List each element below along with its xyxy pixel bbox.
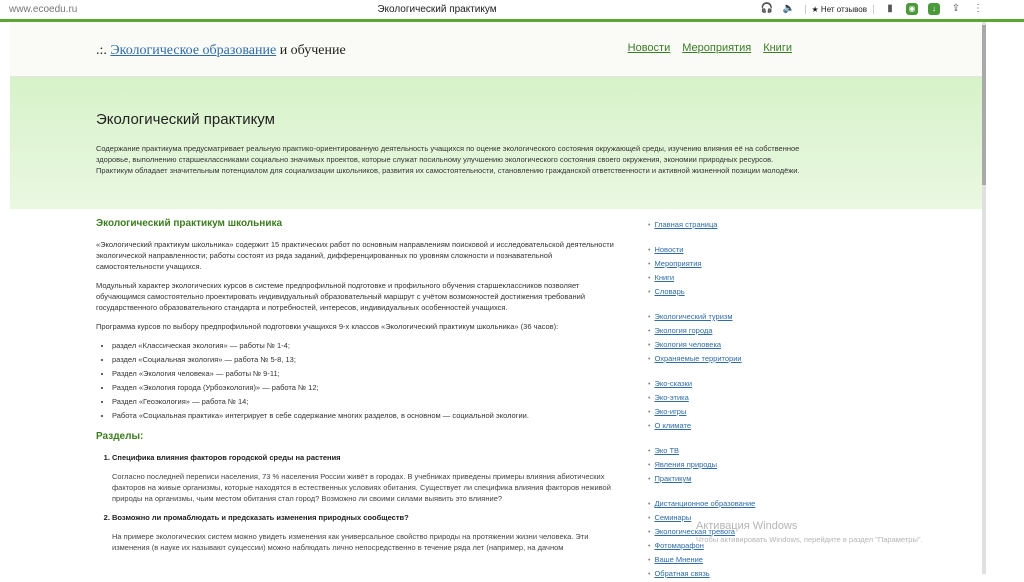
sidebar-item	[648, 258, 798, 269]
sidebar-link-photo[interactable]: Фотомарафон	[654, 541, 704, 550]
article-paragraph: Модульный характер экологических курсов в системе предпрофильной подготовке и профильного обучения старшеклассников позволяет обучающимся самостоятельно проектировать индивидуальный образовательный маршрут с учётом возможностей достижения требований государственного образовательного стандарта и потребностей, интересов, индивидуальных особенностей учащихся.	[96, 281, 586, 312]
watermark-text: Чтобы активировать Windows, перейдите в раздел "Параметры".	[696, 535, 923, 544]
list-item: • Раздел «Геоэкология» — работа № 14;	[112, 396, 622, 407]
sidebar-link-tourism[interactable]: Экологический туризм	[654, 312, 733, 321]
nav-news[interactable]: Новости	[627, 42, 671, 54]
section-item	[112, 452, 622, 504]
sidebar-item	[648, 286, 798, 297]
section-text: Согласно последней переписи населения, 73 % населения России живёт в городах. В учебниках приведены примеры влияния абиотических факторов на живые организмы, которые находятся в естественных условиях обитания. Существует ли специфика влияния факторов неживой природы на организмы, чьим местом обитания стал город? Возможно ли своими силами выявить это влияние?	[112, 472, 611, 503]
sidebar-link-news[interactable]: Новости	[654, 245, 684, 254]
nav-events[interactable]: Мероприятия	[682, 42, 752, 54]
sidebar-link-dictionary[interactable]: Словарь	[654, 287, 685, 296]
sections-heading: Разделы:	[96, 431, 144, 442]
hero-banner	[10, 77, 982, 209]
sidebar-link-tales[interactable]: Эко-сказки	[654, 379, 693, 388]
sidebar-link-alarm[interactable]: Экологическая тревога	[654, 527, 735, 536]
sidebar-link-games[interactable]: Эко-игры	[654, 407, 687, 416]
toolbar-icons	[761, 2, 984, 16]
hero-description: Содержание практикума предусматривает реальную практико-ориентированную деятельность учащихся по оценке экологического состояния окружающей среды, изучению влияния её на собственное здоровье, выполнению старшеклассниками социально значимых проектов, которые служат посильному улучшению экологического состояния своего окружения, экономии природных ресурсов. Практикум обладает значительным потенциалом для социализации школьников, развития их самостоятельности, становлению гражданской ответственности и активной жизненной позиции молодёжи.	[96, 144, 800, 175]
rating-badge[interactable]: ★ Нет отзывов	[805, 5, 874, 14]
sidebar-item	[648, 459, 798, 470]
sidebar-link-events[interactable]: Мероприятия	[654, 259, 702, 268]
sidebar-item	[648, 406, 798, 417]
sidebar-link-phenomena[interactable]: Явления природы	[654, 460, 718, 469]
sidebar-link-opinion[interactable]: Ваше Мнение	[654, 555, 703, 564]
list-item: • раздел «Классическая экология» — работы № 1-4;	[112, 340, 622, 351]
bookmark-icon[interactable]: ▮	[887, 3, 893, 14]
sidebar-link-practicum[interactable]: Практикум	[654, 474, 692, 483]
sidebar-item	[648, 392, 798, 403]
sidebar-link-feedback[interactable]: Обратная связь	[654, 569, 710, 578]
sidebar-item	[648, 554, 798, 565]
section-text: На примере экологических систем можно увидеть изменения как универсальное свойство природы на протяжении жизни человека. Эти изменения (в науке их называют сукцессии) можно наблюдать лично непосредственно в течение ряда лет (например, на дачном	[112, 532, 589, 552]
sidebar-item	[648, 244, 798, 255]
sidebar-link-human[interactable]: Экология человека	[654, 340, 722, 349]
sidebar-link-city[interactable]: Экология города	[654, 326, 713, 335]
share-icon[interactable]: ⇪	[951, 3, 961, 14]
site-title-link[interactable]: Экологическое образование	[110, 43, 277, 58]
title-prefix: .:.	[96, 43, 107, 58]
list-item: • Раздел «Экология города (Урбоэкология)» — работа № 12;	[112, 382, 622, 393]
main-content	[96, 218, 622, 561]
address-bar[interactable]: www.ecoedu.ru	[9, 4, 78, 15]
list-item: • раздел «Социальная экология» — работа № 5-8, 13;	[112, 354, 622, 365]
sidebar-link-home[interactable]: Главная страница	[654, 220, 718, 229]
sidebar-link-distance[interactable]: Дистанционное образование	[654, 499, 756, 508]
sidebar-item	[648, 339, 798, 350]
sidebar-link-climate[interactable]: О климате	[654, 421, 691, 430]
sections-list	[96, 452, 622, 553]
extension-icon[interactable]: ◉	[906, 3, 918, 15]
sidebar-item	[648, 420, 798, 431]
sidebar-link-ethics[interactable]: Эко-этика	[654, 393, 689, 402]
sidebar-link-protected[interactable]: Охраняемые территории	[654, 354, 742, 363]
nav-books[interactable]: Книги	[763, 42, 792, 54]
list-item: • Работа «Социальная практика» интегрирует в себе содержание многих разделов, в основном — социальной экологии.	[112, 410, 622, 421]
sidebar-link-seminars[interactable]: Семинары	[654, 513, 692, 522]
top-nav	[628, 42, 792, 54]
list-item: • Раздел «Экология человека» — работы № 9-11;	[112, 368, 622, 379]
page-heading: Экологический практикум	[96, 111, 275, 128]
menu-icon[interactable]: ⋮	[973, 3, 983, 14]
sidebar-item	[648, 219, 798, 230]
sidebar-item	[648, 311, 798, 322]
sidebar-item	[648, 353, 798, 364]
scrollbar-thumb[interactable]	[982, 25, 986, 185]
volume-icon[interactable]: 🔈	[782, 3, 795, 14]
sidebar-link-books[interactable]: Книги	[654, 273, 675, 282]
sidebar-item	[648, 325, 798, 336]
site-header	[10, 22, 982, 77]
article-paragraph: Программа курсов по выбору предпрофильной подготовки учащихся 9-х классов «Экологический практикум школьника» (36 часов):	[96, 322, 559, 331]
page-title-bar: Экологический практикум	[377, 4, 497, 15]
browser-toolbar	[0, 0, 1024, 22]
article-paragraph: «Экологический практикум школьника» содержит 15 практических работ по основным направлениям поисковой и исследовательской деятельности экологической направленности; работы состоят из ряда заданий, дифференцированных по уровням сложности и познавательной самостоятельности учащихся.	[96, 240, 614, 271]
title-suffix: и обучение	[276, 43, 346, 58]
sidebar-item	[648, 378, 798, 389]
section-item	[112, 512, 622, 553]
headphones-icon[interactable]: 🎧	[760, 3, 773, 14]
section-title: Специфика влияния факторов городской среды на растения	[112, 453, 341, 462]
article-heading: Экологический практикум школьника	[96, 218, 283, 229]
download-icon[interactable]: ↓	[928, 3, 940, 15]
section-title: Возможно ли промаблюдать и предсказать изменения природных сообществ?	[112, 513, 409, 522]
sidebar-item	[648, 272, 798, 283]
sidebar-item	[648, 498, 798, 509]
sidebar-link-tv[interactable]: Эко ТВ	[654, 446, 680, 455]
sidebar-item	[648, 445, 798, 456]
course-list	[96, 340, 622, 421]
sidebar-item	[648, 473, 798, 484]
site-title	[96, 43, 346, 59]
windows-activation-watermark	[696, 520, 923, 544]
watermark-title: Активация Windows	[696, 520, 798, 532]
